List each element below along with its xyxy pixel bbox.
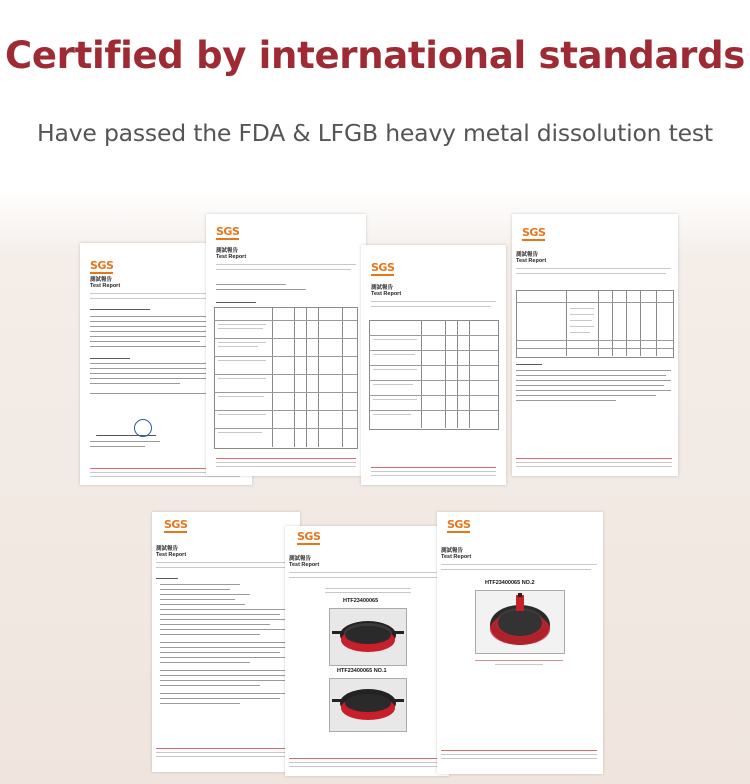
- report-title-en: Test Report: [216, 254, 247, 261]
- sgs-stamp: [134, 419, 152, 437]
- test-report-photo-page-1: [285, 526, 449, 776]
- sgs-logo: SGS: [164, 518, 188, 531]
- test-report-page-3: [361, 245, 506, 485]
- report-title-cn: 測試報告: [441, 548, 464, 554]
- page-title: Certified by international standards: [4, 34, 746, 77]
- wok-pan-icon: [330, 609, 406, 665]
- test-report-page-4: [512, 214, 678, 476]
- test-report-page-2: [206, 214, 366, 476]
- sample-photo: [475, 590, 565, 654]
- test-report-page-5: [152, 512, 300, 772]
- sgs-logo: SGS: [447, 518, 471, 531]
- report-title-cn: 測試報告: [371, 285, 394, 291]
- report-title-en: Test Report: [441, 554, 472, 561]
- sample-photo: [329, 608, 407, 666]
- report-title-en: Test Report: [516, 258, 547, 265]
- photo-caption: HTF23400065 NO.1: [337, 668, 387, 674]
- report-title-cn: 測試報告: [156, 546, 179, 552]
- sgs-logo: SGS: [297, 530, 321, 543]
- sgs-logo: SGS: [90, 259, 114, 272]
- report-title-en: Test Report: [156, 552, 187, 559]
- sgs-logo: SGS: [522, 226, 546, 239]
- sgs-logo: SGS: [371, 261, 395, 274]
- report-title-cn: 測試報告: [216, 248, 239, 254]
- sgs-logo: SGS: [216, 225, 240, 238]
- report-title-en: Test Report: [289, 562, 320, 569]
- report-title-cn: 測試報告: [516, 252, 539, 258]
- report-title-cn: 測試報告: [90, 277, 113, 283]
- report-title-en: Test Report: [90, 283, 121, 290]
- report-title-en: Test Report: [371, 291, 402, 298]
- wok-pan-icon: [330, 679, 406, 731]
- report-title-cn: 測試報告: [289, 556, 312, 562]
- photo-caption: HTF23400065 NO.2: [485, 580, 535, 586]
- page-subtitle: Have passed the FDA & LFGB heavy metal dissolution test: [37, 119, 713, 147]
- test-report-photo-page-2: [437, 512, 603, 774]
- sample-photo: [329, 678, 407, 732]
- photo-caption: HTF23400065: [343, 598, 379, 604]
- wok-pan-icon: [476, 591, 564, 653]
